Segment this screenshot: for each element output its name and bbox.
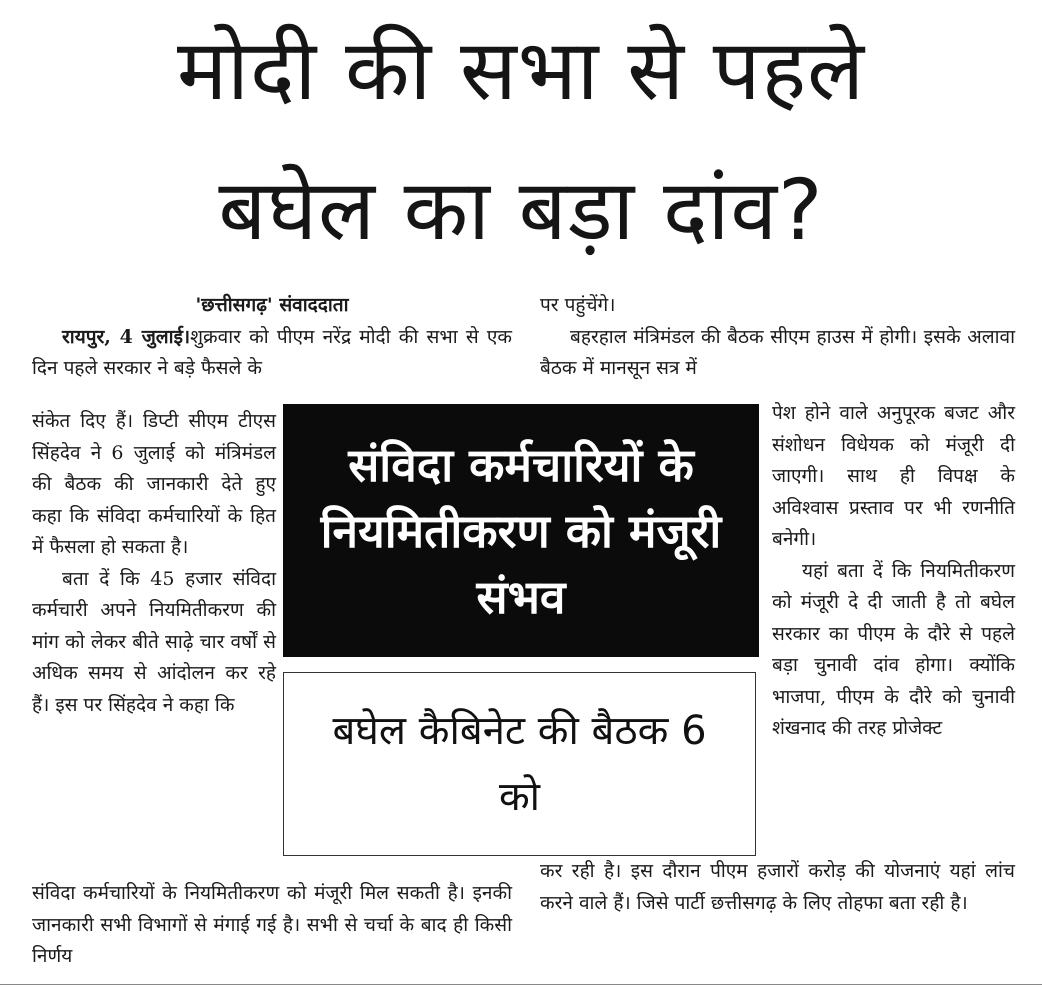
highlight-text: संविदा कर्मचारियों के नियमितीकरण को मंजूरी संभव [320,437,722,624]
right-continuation: पर पहुंचेंगे। [540,294,616,316]
left-column-top [32,290,512,385]
headline-line-2: बघेल का बड़ा दांव? [218,161,824,259]
highlight-box [283,404,759,657]
left-column-bottom [32,878,512,973]
byline: 'छत्तीसगढ़' संवाददाता [195,294,349,316]
headline-line-1: मोदी की सभा से पहले [176,21,866,119]
right-column-bottom [540,856,1015,919]
left-column-middle [32,406,276,721]
left-paragraph-1-rest: संकेत दिए हैं। डिप्टी सीएम टीएस सिंहदेव ने 6 जुलाई को मंत्रिमंडल की बैठक की जानकारी देते हुए कहा कि संविदा कर्मचारियों के हित में फैसला हो सकता है। [32,410,276,558]
left-paragraph-1-lead-text: शुक्रवार को पीएम नरेंद्र मोदी की सभा से एक दिन पहले सरकार ने बड़े फैसले के [32,325,512,379]
dateline: रायपुर, 4 जुलाई। [62,325,191,348]
right-column-top [540,290,1015,385]
subhead-box [283,672,756,856]
left-paragraph-2: बता दें कि 45 हजार संविदा कर्मचारी अपने नियमितीकरण की मांग को लेकर बीते साढ़े चार वर्षों से अधिक समय से आंदोलन कर रहे हैं। इस पर सिंहदेव ने कहा कि [32,567,276,716]
subhead-text: बघेल कैबिनेट की बैठक 6 को [332,708,707,820]
right-paragraph-3-lead: बहरहाल मंत्रिमंडल की बैठक सीएम हाउस में होगी। इसके अलावा बैठक में मानसून सत्र में [540,325,1015,379]
left-paragraph-2-bottom: संविदा कर्मचारियों के नियमितीकरण को मंजूरी मिल सकती है। इनकी जानकारी सभी विभागों से मंगाई गई है। सभी से चर्चा के बाद ही किसी निर्णय [32,882,512,967]
right-column-middle [772,398,1015,745]
left-paragraph-1-lead [32,322,512,385]
right-paragraph-4: यहां बता दें कि नियमितीकरण को मंजूरी दे दी जाती है तो बघेल सरकार का पीएम के दौरे से पहले बड़ा चुनावी दांव होगा। क्योंकि भाजपा, पीएम के दौरे को चुनावी शंखनाद की तरह प्रोजेक्ट [772,559,1015,739]
right-paragraph-3-rest: पेश होने वाले अनुपूरक बजट और संशोधन विधेयक को मंजूरी दी जाएगी। साथ ही विपक्ष के अविश्वास प्रस्ताव पर भी रणनीति बनेगी। [772,402,1015,550]
bottom-divider [0,984,1042,985]
right-paragraph-4-bottom: कर रही है। इस दौरान पीएम हजारों करोड़ की योजनाएं यहां लांच करने वाले हैं। जिसे पार्टी छत्तीसगढ़ के लिए तोहफा बता रही है। [540,860,1015,914]
